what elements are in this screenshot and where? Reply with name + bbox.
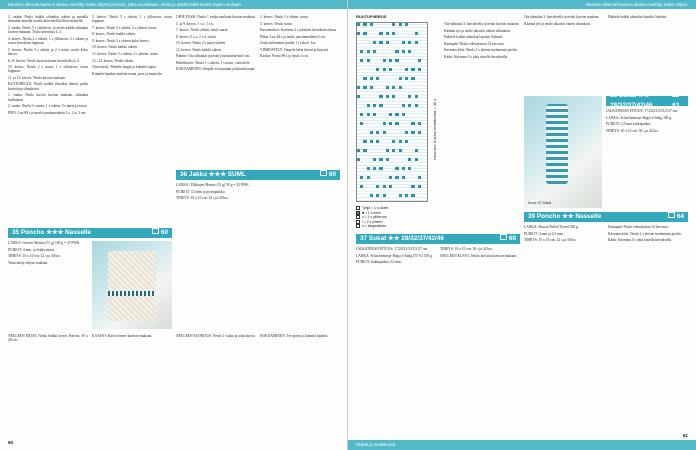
paragraph: Viimeistely ohjeen mukaan. bbox=[8, 260, 49, 265]
left-column-2 bbox=[92, 15, 172, 220]
left-topbar: Neuleen alimmat kaavion aloitus merkitty: katso ohjeet ja kuviot, jotka suoritetaan. Aloita ja päätä kaikki kuviot ohjeen mukaan. bbox=[0, 0, 347, 9]
chart-cell bbox=[367, 104, 370, 107]
section-35-text bbox=[8, 241, 88, 291]
chart-cell bbox=[408, 158, 411, 161]
chart-cell bbox=[373, 50, 376, 53]
paragraph: Kavenna kiila: Neulo 2 s yhteen molemmin puolin. bbox=[444, 48, 518, 53]
paragraph: 12. kerros: Neulo kaikki oikein. bbox=[176, 47, 222, 52]
chart-cell bbox=[402, 167, 405, 170]
section-title: 38 Sukat ★★ 28/32/37/42/46 bbox=[610, 92, 653, 109]
paragraph: LANKA: Tilkkujen Merino (51 g) 50 g = 25 PWK. bbox=[176, 183, 250, 187]
chart-cell bbox=[357, 23, 360, 26]
chart-cell bbox=[370, 86, 373, 89]
paragraph: 1. vaaka: Neulo kuviot kuvion mukaan, silmukat luiskataan. bbox=[8, 93, 88, 102]
chart-cell bbox=[360, 59, 363, 62]
paragraph: Kaulus: Poimi 96 s ja neulo 4 cm. bbox=[260, 54, 309, 59]
chart-cell bbox=[418, 122, 421, 125]
paragraph: LANKA: Schachenmayr Regia 4-fädig 100 g. bbox=[606, 115, 673, 120]
paragraph: LANKA: Greven Merino (51 g) 100 g = 47 PWK. bbox=[8, 241, 81, 245]
page-ref: 60 bbox=[152, 228, 168, 238]
left-bottom-text bbox=[8, 334, 340, 434]
paragraph: Päättele kaikki silmukat lopuksi löyhästi. bbox=[444, 35, 504, 40]
chart-cell bbox=[405, 194, 408, 197]
paragraph: 11. ja 12. kerros: Neulo kuvion mukaan. bbox=[8, 75, 66, 80]
chart-cell bbox=[415, 95, 418, 98]
chart-cell bbox=[360, 122, 363, 125]
paragraph: LANKA: Rowan Felted Tweed 200 g. bbox=[524, 225, 579, 229]
chart-cell bbox=[408, 50, 411, 53]
legend-swatch bbox=[356, 215, 360, 219]
chart-cell bbox=[389, 59, 392, 62]
paragraph: Kavennukset: Kavenna 2 s jokaisen kerroksen alussa. bbox=[260, 28, 337, 33]
section-title: 37 Sukat ★★ 28/32/37/42/46 bbox=[360, 235, 444, 242]
paragraph: JALKATERÄN PITUUS: 17/20/23,5/25,5/27 cm. bbox=[606, 109, 678, 113]
paragraph: PUIKOT: 4 mm ja 3,5 mm. bbox=[524, 231, 564, 236]
paragraph: Kiinnitä lopuksi neuleen reuna, pese ja muotoile. bbox=[92, 71, 163, 76]
chart-cell bbox=[415, 149, 418, 152]
chart-cell bbox=[389, 68, 392, 71]
knitting-chart bbox=[356, 22, 428, 202]
paragraph: VIIMEISTELY: Ompele hihat kiinni ja höyrytä. bbox=[260, 47, 329, 52]
section-36-text bbox=[176, 183, 340, 223]
chart-cell bbox=[389, 185, 392, 188]
chart-cell bbox=[373, 167, 376, 170]
paragraph: 9. kerros: Neulo 2 s yhteen koko kerros. bbox=[92, 38, 150, 43]
chart-cell bbox=[389, 176, 392, 179]
chart-cell bbox=[370, 77, 373, 80]
poncho-band bbox=[108, 291, 156, 296]
paragraph: 12.–14. kerros: Neulo oikein. bbox=[92, 58, 135, 63]
paragraph: 5. ja 9. kerros: 1 s o, 1 s n. bbox=[176, 21, 214, 26]
page-number: 60 bbox=[8, 440, 14, 445]
chart-cell bbox=[376, 140, 379, 143]
chart-cell bbox=[357, 149, 360, 152]
legend-item: / = 2 s yhteen bbox=[356, 220, 436, 225]
paragraph: Päättele kaikki silmukat lopuksi löyhästi. bbox=[608, 15, 668, 19]
chart-cell bbox=[399, 23, 402, 26]
paragraph: KOKOAMINEN: Ompele sivusaumat ja kiinnitä napit. bbox=[176, 67, 256, 72]
chart-cell bbox=[386, 86, 389, 89]
section-header-37 bbox=[356, 234, 520, 244]
paragraph: NEULEEN SUORITUS: Neulo 1 vaaka ja toista kuvio. bbox=[176, 334, 256, 338]
chart-cell bbox=[363, 77, 366, 80]
chart-cell bbox=[408, 167, 411, 170]
chart-cell bbox=[402, 50, 405, 53]
paragraph: Kavenna kiila: Neulo 2 s yhteen molemmin puolin. bbox=[608, 231, 682, 236]
chart-cell bbox=[379, 104, 382, 107]
paragraph: TIHEYS: 10 x 10 cm: 30 s ja 42 krs. bbox=[440, 247, 493, 251]
paragraph: 8. kerros: Neulo kaikki oikein. bbox=[92, 32, 136, 37]
paragraph: NEULEEN MITAT: Neulo lenkki kerros Poncho, 50 x 28 cm. bbox=[8, 334, 88, 343]
poncho-photo bbox=[92, 241, 172, 329]
chart-cell bbox=[392, 140, 395, 143]
chart-cell bbox=[411, 77, 414, 80]
chart-cell bbox=[392, 32, 395, 35]
legend-item: x = 1 s ylikierros bbox=[356, 215, 436, 220]
chart-cell bbox=[376, 194, 379, 197]
chart-cell bbox=[395, 50, 398, 53]
legend-swatch bbox=[356, 211, 360, 215]
right-topbar: Neuleen alimmat kaavion aloitus merkitty: katso ohjeet. bbox=[348, 0, 696, 9]
chart-cell bbox=[402, 41, 405, 44]
legend-swatch bbox=[356, 206, 360, 210]
paragraph: OHJE PUSSI: Neulo 1 vaaka neulonta kuvion mukaan. bbox=[176, 15, 256, 19]
chart-cell bbox=[405, 131, 408, 134]
chart-cell bbox=[402, 176, 405, 179]
paragraph: 10. kerros: Neulo 2 s nurin, 1 s ylikierros, toista loppuun. bbox=[8, 65, 88, 74]
chart-cell bbox=[415, 158, 418, 161]
left-column-3 bbox=[176, 15, 256, 175]
chart-cell bbox=[376, 68, 379, 71]
paragraph: 5. kerros: Neulo 3 s oikein ja 2 s nurin, neulo koko kerros. bbox=[8, 47, 88, 56]
chart-cell bbox=[370, 131, 373, 134]
chart-cell bbox=[376, 185, 379, 188]
right-page bbox=[348, 0, 696, 450]
paragraph: 6.–8. kerros: Neulo kuviota kuten kerroksilla 4–5. bbox=[8, 58, 80, 63]
chart-cell bbox=[395, 122, 398, 125]
chart-cell bbox=[379, 158, 382, 161]
paragraph: 11. kerros: Neulo 3 s oikein, 2 s yhteen, toista. bbox=[92, 52, 159, 56]
chart-cell bbox=[360, 185, 363, 188]
section-37-text bbox=[356, 247, 520, 427]
chart-cell bbox=[383, 194, 386, 197]
pattern-icon bbox=[320, 170, 327, 176]
paragraph: JALKATERÄN PITUUS: 17/20/23,5/25,5/27 cm. bbox=[356, 247, 428, 251]
chart-cell bbox=[411, 131, 414, 134]
chart-cell bbox=[367, 176, 370, 179]
sock-shape bbox=[546, 104, 568, 184]
paragraph: TIHEYS: 10 x 10 cm: 22 s ja 30 krs. bbox=[524, 238, 577, 243]
chart-cell bbox=[373, 104, 376, 107]
chart-cell bbox=[363, 86, 366, 89]
chart-cell bbox=[395, 113, 398, 116]
chart-cell bbox=[418, 176, 421, 179]
paragraph: TIHEYS: 10 x 10 cm: 22 s ja 30 krs. bbox=[176, 196, 229, 201]
section-title: 36 Jakku ★★★ SUML bbox=[180, 171, 246, 178]
paragraph: Viimeistely: Päättele langat ja kiinnitä tupsu. bbox=[92, 65, 157, 70]
chart-cell bbox=[373, 113, 376, 116]
chart-cell bbox=[357, 86, 360, 89]
chart-cell bbox=[357, 32, 360, 35]
chart-cell bbox=[363, 23, 366, 26]
paragraph: Pääntie: Ota silmukat ja neulo joustinneuletta 6 cm. bbox=[176, 54, 251, 59]
page-number: 61 bbox=[682, 433, 688, 438]
paragraph: 2. vaaka: Neulo 5 s nurin, 1 s oikein, 5 s nurin ja toista. bbox=[8, 104, 88, 109]
chart-cell bbox=[389, 113, 392, 116]
chart-cell bbox=[411, 68, 414, 71]
paragraph: 2. kerros: Neulo 1 s oikein, toista. bbox=[260, 15, 309, 19]
chart-cell bbox=[395, 167, 398, 170]
paragraph: 3. vaaka: Neulo 5 s ylikierros, ja neulo kaikki silmukat kuvion mukaan. Toista kerroksia 1–3. bbox=[8, 25, 88, 35]
paragraph: Kärki: Kavenna 4 s joka toisella kerroksella. bbox=[444, 54, 508, 59]
paragraph: Käännä työ ja neulo takaisin oikein silmukoin. bbox=[524, 21, 591, 26]
poncho-shape bbox=[108, 251, 156, 321]
chart-cell bbox=[415, 104, 418, 107]
chart-cell bbox=[383, 59, 386, 62]
chart-cell bbox=[399, 194, 402, 197]
legend-item: o = langankierto bbox=[356, 224, 436, 229]
paragraph: 7. kerros: Neulo 3 s oikein, 2 s yhteen, toista. bbox=[92, 25, 157, 30]
chart-cell bbox=[399, 86, 402, 89]
chart-cell bbox=[379, 32, 382, 35]
pattern-icon bbox=[152, 228, 159, 234]
legend-swatch bbox=[356, 224, 360, 228]
chart-cell bbox=[363, 32, 366, 35]
page-ref: 60 bbox=[500, 234, 516, 244]
paragraph: NEULEEN KUVIO: Neulo kuviota kaavion mukaan. bbox=[440, 253, 517, 258]
paragraph: 8. kerros: 6 s o, 2 s n, toista. bbox=[176, 34, 217, 39]
chart-cell bbox=[402, 104, 405, 107]
chart-cell bbox=[373, 41, 376, 44]
chart-cell bbox=[392, 95, 395, 98]
chart-cell bbox=[370, 194, 373, 197]
chart-cell bbox=[376, 77, 379, 80]
chart-cell bbox=[379, 41, 382, 44]
paragraph: TIHEYS: 10 x 10 cm: 22 s ja 30 krs. bbox=[8, 254, 61, 259]
paragraph: 3. kerros: Neulo nurin. bbox=[260, 21, 293, 26]
paragraph: 10. kerros: Neulo 2 s nurin yhteen. bbox=[176, 41, 226, 46]
paragraph: LANKA: Schachenmayr Regia 4-fädig (75 %) 100 g. bbox=[356, 253, 433, 258]
chart-cell bbox=[386, 32, 389, 35]
chart-cell bbox=[367, 167, 370, 170]
chart-cell bbox=[376, 131, 379, 134]
chart-cell bbox=[408, 104, 411, 107]
chart-cell bbox=[389, 122, 392, 125]
right-bottombar: Ohjeet ja neulekuviot bbox=[348, 440, 696, 450]
paragraph: PUIKOT: 3,5 mm ja pyöröpuikko. bbox=[176, 189, 226, 194]
paragraph: PUIKOT: 4 mm, ja lisäksi muut. bbox=[8, 247, 55, 252]
paragraph: Ota silmukat 3. kerroksella ja neulo kuvion mukaan. bbox=[524, 15, 600, 19]
paragraph: 2. vaaka: Neulo kaikki silmukat oikein ja nostalla silmukat samalla tavalla kuin edellisellä kerroksella. bbox=[8, 15, 88, 24]
chart-cell bbox=[357, 95, 360, 98]
paragraph: KUVIONEULE: Neulo kaikki silmukat oikein, paitsi kuvioituja silmukoita. bbox=[8, 82, 88, 91]
chart-cell bbox=[415, 32, 418, 35]
chart-cell bbox=[405, 77, 408, 80]
chart-cell bbox=[357, 158, 360, 161]
chart-cell bbox=[408, 95, 411, 98]
chart-cell bbox=[370, 23, 373, 26]
chart-cell bbox=[399, 77, 402, 80]
legend-item: ■ = 1 s nurin bbox=[356, 211, 436, 216]
section-title: 35 Poncho ★★★ Nasselle bbox=[12, 229, 91, 236]
pattern-icon bbox=[500, 234, 507, 240]
paragraph: Kärki: Kavenna 4 s joka toisella kerroksella. bbox=[608, 238, 672, 243]
paragraph: 5. kerros: Neulo 5 s oikein, 1 s ylikierros, toista loppuun. bbox=[92, 15, 172, 24]
chart-cell bbox=[392, 23, 395, 26]
section-header-39 bbox=[524, 212, 688, 222]
pattern-icon bbox=[668, 212, 675, 218]
right-column-3 bbox=[524, 15, 688, 93]
chart-cell bbox=[418, 68, 421, 71]
chart-cell bbox=[418, 59, 421, 62]
chart-cell bbox=[367, 50, 370, 53]
chart-cell bbox=[386, 149, 389, 152]
chart-cell bbox=[411, 185, 414, 188]
chart-cell bbox=[379, 167, 382, 170]
chart-cell bbox=[363, 140, 366, 143]
chart-note: Huomioi: Kuvion keskikohta = 40 s bbox=[432, 98, 437, 160]
photo-caption: Kuva: 37 Sukat bbox=[528, 201, 551, 205]
chart-cell bbox=[363, 149, 366, 152]
paragraph: Ota silmukat 3. kerroksella ja neulo kuvion mukaan. bbox=[444, 22, 520, 26]
chart-legend bbox=[356, 206, 436, 229]
chart-cell bbox=[405, 140, 408, 143]
chart-cell bbox=[411, 122, 414, 125]
chart-cell bbox=[360, 176, 363, 179]
page-ref: 63 bbox=[672, 91, 684, 111]
chart-cell bbox=[370, 140, 373, 143]
paragraph: Lisää molemmin puolin 1 s joka 6. krs. bbox=[260, 41, 317, 46]
section-title: 39 Poncho ★★ Nasselle bbox=[528, 213, 602, 220]
chart-cell bbox=[386, 41, 389, 44]
section-39-text bbox=[524, 225, 688, 415]
paragraph: KAAVIO: Kuvio etenee kaavion mukaan. bbox=[92, 334, 153, 338]
chart-cell bbox=[360, 50, 363, 53]
pattern-icon bbox=[672, 91, 679, 97]
chart-cell bbox=[383, 131, 386, 134]
paragraph: Kantapää: Neulo edestakaisin 32 kerrosta. bbox=[608, 225, 669, 229]
chart-cell bbox=[386, 158, 389, 161]
paragraph: Helmikuvio: Neulo 1 s oikein, 1 s nurin, vuorottele. bbox=[176, 60, 251, 65]
paragraph: Käännä työ ja neulo takaisin oikein silmukoin. bbox=[444, 28, 511, 33]
chart-cell bbox=[360, 113, 363, 116]
paragraph: PUIKOT: Sukkapuikot 2,5 mm. bbox=[356, 260, 402, 265]
chart-cell bbox=[383, 122, 386, 125]
chart-cell bbox=[408, 41, 411, 44]
chart-cell bbox=[418, 131, 421, 134]
legend-item: Tyhjä = 1 s oikein bbox=[356, 206, 436, 211]
chart-cell bbox=[395, 59, 398, 62]
legend-swatch bbox=[356, 220, 360, 224]
chart-cell bbox=[373, 158, 376, 161]
sock-photo bbox=[524, 96, 602, 208]
page-ref: 60 bbox=[320, 170, 336, 180]
left-column-1 bbox=[8, 15, 88, 225]
section-header-38 bbox=[606, 92, 688, 109]
section-header-36 bbox=[176, 170, 340, 180]
paragraph: TIHEYS: 10 x 10 cm: 30 s ja 42 krs. bbox=[606, 128, 659, 133]
chart-cell bbox=[367, 59, 370, 62]
chart-cell bbox=[405, 23, 408, 26]
section-38-text bbox=[606, 109, 688, 209]
chart-cell bbox=[411, 194, 414, 197]
chart-cell bbox=[399, 140, 402, 143]
chart-cell bbox=[405, 68, 408, 71]
chart-cell bbox=[418, 185, 421, 188]
chart-cell bbox=[395, 176, 398, 179]
chart-cell bbox=[399, 149, 402, 152]
right-column-2 bbox=[444, 22, 520, 227]
chart-cell bbox=[402, 113, 405, 116]
page-ref: 64 bbox=[668, 212, 684, 222]
chart-cell bbox=[392, 86, 395, 89]
chart-cell bbox=[367, 113, 370, 116]
paragraph: 4. kerros: Neulo 2 s oikein, 1 s ylikierros, 2 s oikein ja toista kerroksen loppuun. bbox=[8, 36, 88, 46]
chart-cell bbox=[383, 185, 386, 188]
paragraph: Kantapää: Neulo edestakaisin 32 kerrosta. bbox=[444, 41, 505, 46]
chart-title: RUUTUPIIRROS bbox=[356, 14, 387, 19]
chart-cell bbox=[383, 68, 386, 71]
paragraph: KOKOAMINEN: Tee ponsi ja kiinnitä lopuksi. bbox=[260, 334, 329, 338]
chart-cell bbox=[415, 41, 418, 44]
chart-cell bbox=[386, 95, 389, 98]
paragraph: PUIKOT: 2,5 mm sukkapuikot. bbox=[606, 122, 652, 127]
paragraph: 7. kerros: Neulo oikein, neulo nurin. bbox=[176, 28, 229, 33]
chart-cell bbox=[392, 149, 395, 152]
paragraph: 10. kerros: Neulo kaikki oikein. bbox=[92, 45, 138, 50]
chart-cell bbox=[379, 95, 382, 98]
section-header-35 bbox=[8, 228, 172, 238]
paragraph: PIPO: Luo 88 s ja neulo joustinneuletta 2 o, 2 n, 5 cm. bbox=[8, 110, 87, 115]
paragraph: Hihat: Luo 44 s ja neulo joustinneuletta 6 cm. bbox=[260, 34, 326, 39]
